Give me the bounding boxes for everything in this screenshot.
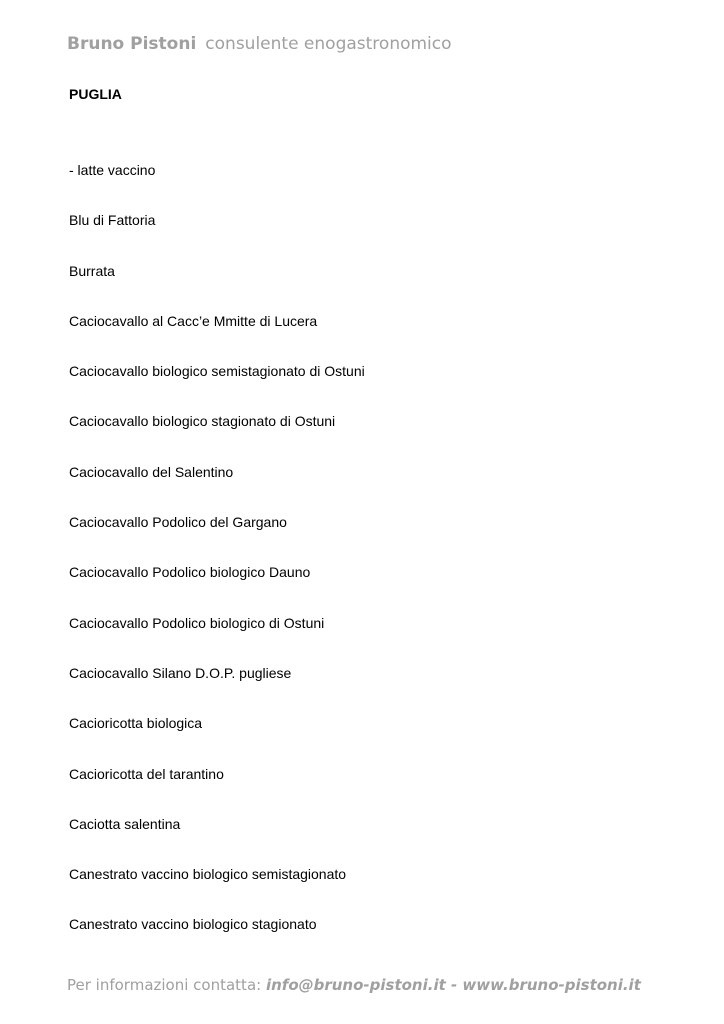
list-item: Caciocavallo biologico semistagionato di Ostuni: [69, 363, 365, 380]
list-item: Canestrato vaccino biologico semistagionato: [69, 866, 347, 883]
list-item: Caciocavallo Podolico del Gargano: [69, 514, 287, 531]
list-item: Blu di Fattoria: [69, 212, 156, 229]
footer-contact-links[interactable]: info@bruno-pistoni.it - www.bruno-pistoni.it: [265, 976, 641, 994]
section-title: PUGLIA: [69, 86, 122, 102]
list-item: Caciocavallo Podolico biologico Dauno: [69, 564, 311, 581]
author-role: consulente enogastronomico: [205, 34, 452, 54]
list-item: Caciocavallo biologico stagionato di Ostuni: [69, 413, 336, 430]
list-item: Cacioricotta biologica: [69, 715, 203, 732]
list-item: Caciotta salentina: [69, 815, 181, 832]
author-name: Bruno Pistoni: [67, 34, 197, 54]
list-item: Burrata: [69, 262, 115, 279]
list-item: Canestrato vaccino biologico stagionato: [69, 916, 317, 933]
page-footer: [67, 976, 641, 994]
list-item: Cacioricotta del tarantino: [69, 765, 224, 782]
list-item: Caciocavallo Silano D.O.P. pugliese: [69, 664, 292, 681]
cheese-list: [69, 160, 365, 965]
page-header: [67, 34, 452, 54]
list-item: Caciocavallo del Salentino: [69, 463, 234, 480]
list-item: Caciocavallo al Cacc’e Mmitte di Lucera: [69, 312, 318, 329]
list-item: - latte vaccino: [69, 162, 156, 178]
list-item: Caciocavallo Podolico biologico di Ostuni: [69, 614, 325, 631]
footer-label: Per informazioni contatta:: [67, 976, 262, 994]
